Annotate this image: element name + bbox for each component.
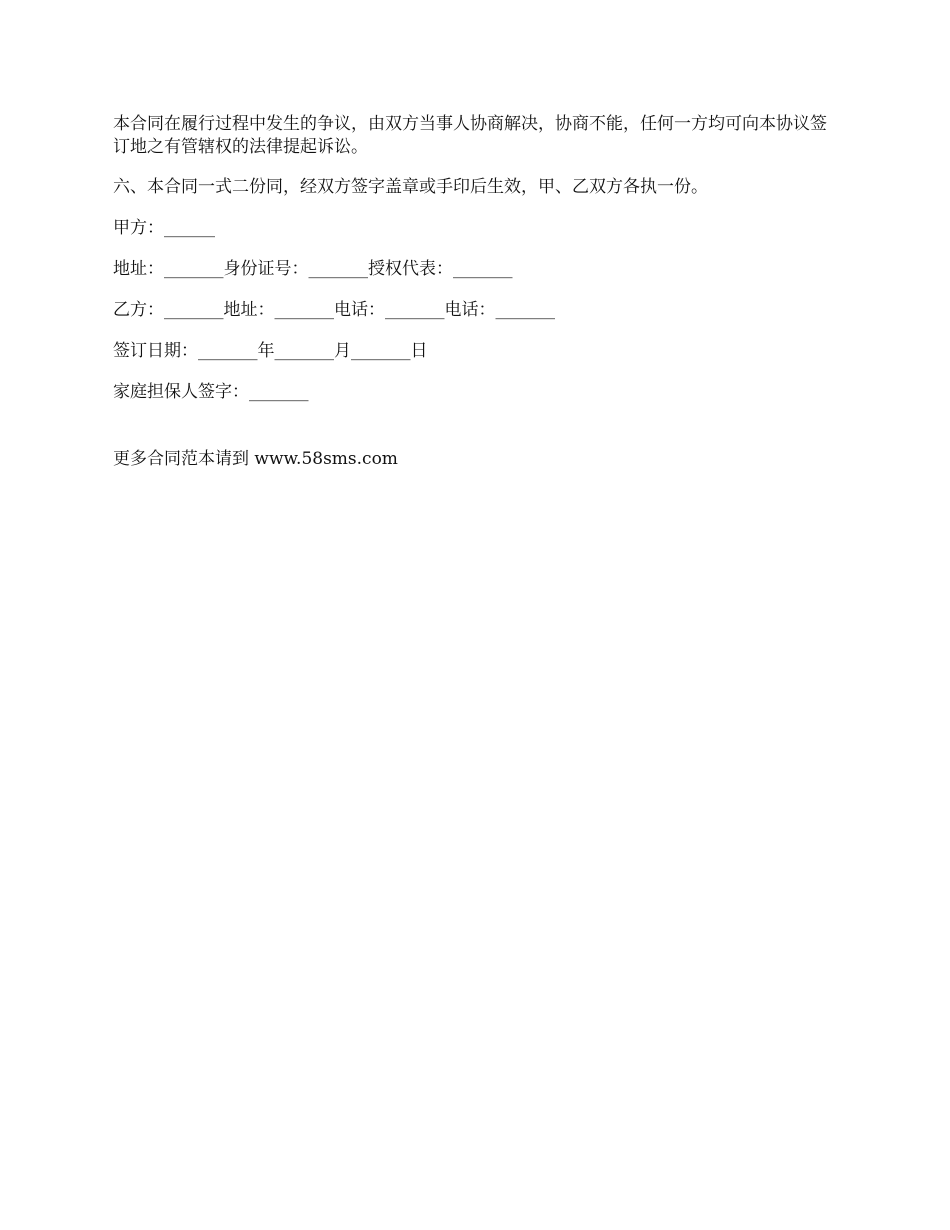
document-page xyxy=(113,113,843,471)
guarantor-signature-line: 家庭担保人签字：_______ xyxy=(113,382,309,402)
party-b-line: 乙方：_______地址：_______电话：_______电话：_______ xyxy=(113,300,555,320)
footer-link-text: 更多合同范本请到 www.58sms.com xyxy=(113,449,398,469)
address-id-representative-line: 地址：_______身份证号：_______授权代表：_______ xyxy=(113,259,513,279)
copies-clause: 六、本合同一式二份同，经双方签字盖章或手印后生效，甲、乙双方各执一份。 xyxy=(113,177,708,197)
party-a-line: 甲方：______ xyxy=(113,218,215,238)
dispute-clause: 本合同在履行过程中发生的争议，由双方当事人协商解决，协商不能，任何一方均可向本协议签订地之有管辖权的法律提起诉讼。 xyxy=(113,114,827,157)
signing-date-line: 签订日期：_______年_______月_______日 xyxy=(113,341,428,361)
spacer xyxy=(113,404,843,448)
